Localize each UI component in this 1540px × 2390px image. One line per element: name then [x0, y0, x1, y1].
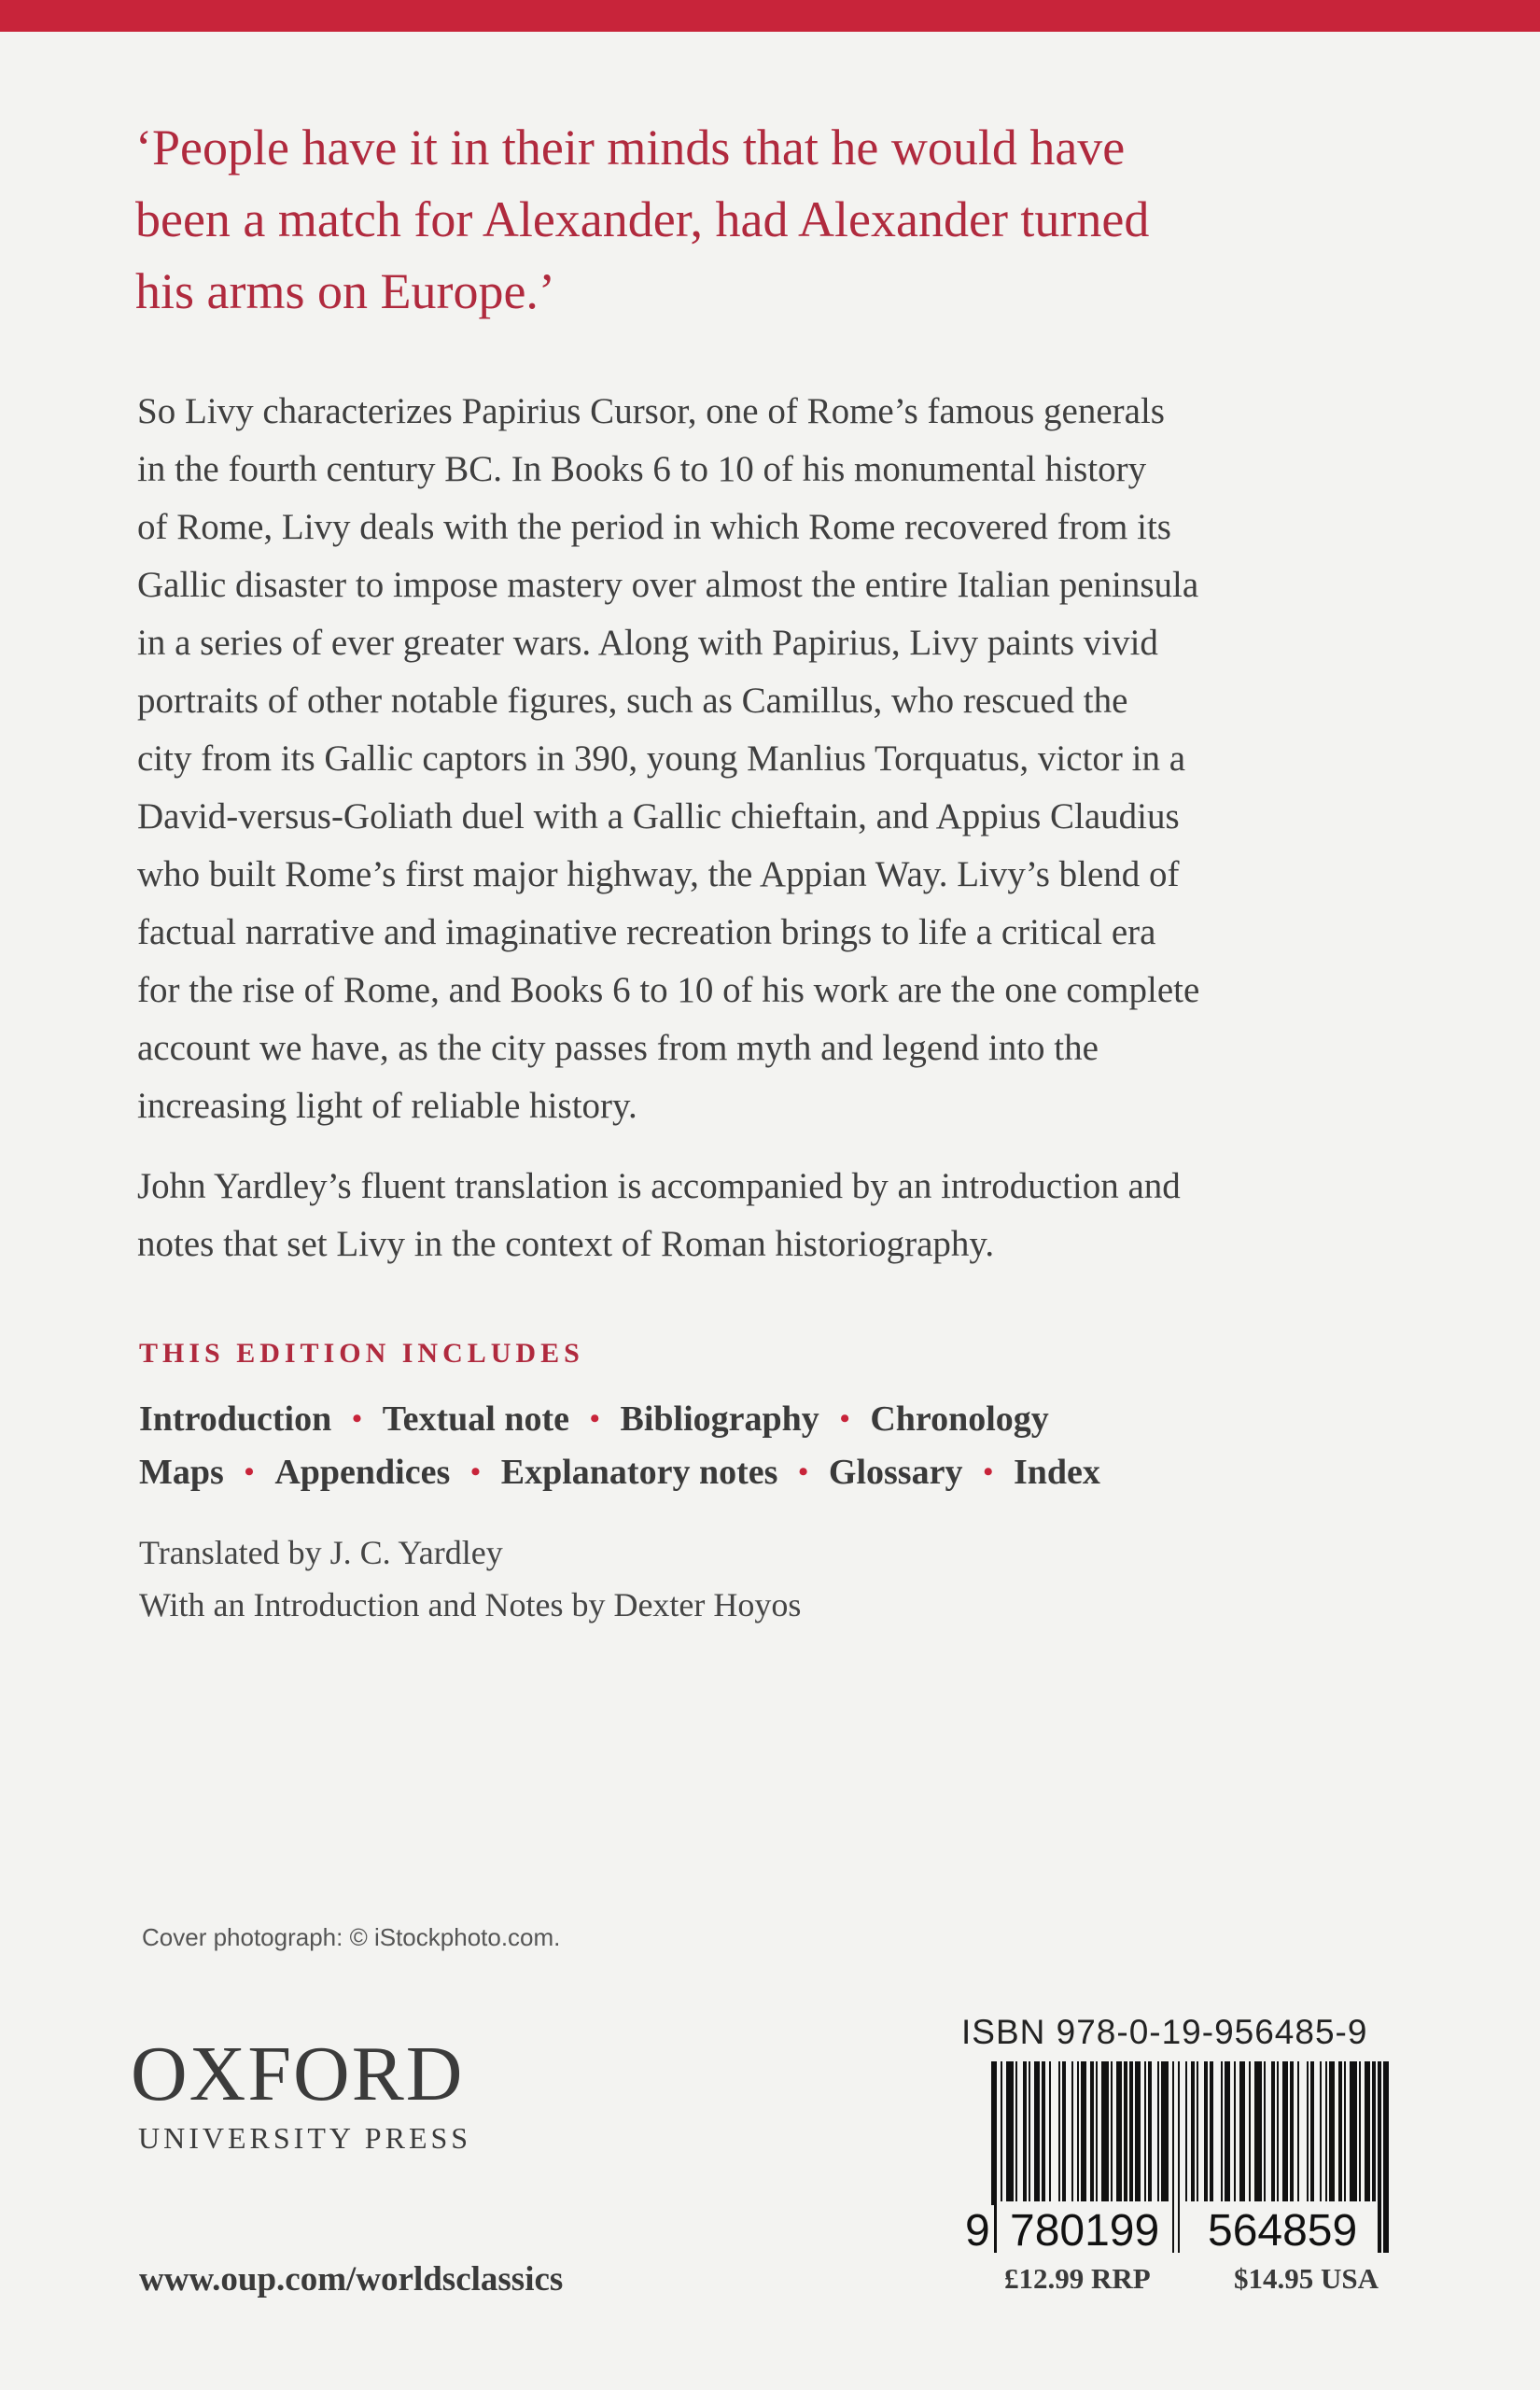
blurb-line: account we have, as the city passes from myth and legend into the: [137, 1028, 1099, 1068]
bullet-separator: •: [590, 1403, 600, 1434]
editor-credit: With an Introduction and Notes by Dexter Hoyos: [139, 1586, 802, 1624]
blurb-line: for the rise of Rome, and Books 6 to 10 of his work are the one complete: [137, 970, 1200, 1010]
barcode-digits: [961, 2205, 1400, 2257]
include-item: Explanatory notes: [500, 1453, 778, 1492]
translation-line: John Yardley’s fluent translation is accompanied by an introduction and: [137, 1166, 1181, 1206]
include-item: Chronology: [870, 1399, 1049, 1439]
bullet-separator: •: [352, 1403, 362, 1434]
quote-line: ‘People have it in their minds that he would have: [135, 120, 1126, 176]
include-item: Appendices: [274, 1453, 451, 1492]
quote-line: his arms on Europe.’: [135, 263, 555, 319]
quote-line: been a match for Alexander, had Alexander turned: [135, 191, 1150, 247]
bullet-separator: •: [983, 1456, 993, 1487]
description-paragraph: [137, 383, 1463, 1135]
bullet-separator: •: [244, 1456, 255, 1487]
include-item: Maps: [139, 1453, 224, 1492]
isbn-label: ISBN 978-0-19-956485-9: [961, 2013, 1368, 2051]
translation-paragraph: [137, 1158, 1463, 1273]
price-us: $14.95 USA: [1234, 2262, 1379, 2295]
price-uk: £12.99 RRP: [1004, 2262, 1151, 2295]
blurb-line: David-versus-Goliath duel with a Gallic chieftain, and Appius Claudius: [137, 796, 1180, 836]
barcode-digit-group2: 564859: [1204, 2205, 1361, 2257]
include-item: Glossary: [828, 1453, 963, 1492]
blurb-line: who built Rome’s first major highway, the Appian Way. Livy’s blend of: [137, 854, 1180, 894]
publisher-url[interactable]: www.oup.com/worldsclassics: [139, 2260, 564, 2299]
bullet-separator: •: [839, 1403, 850, 1434]
blurb-line: in the fourth century BC. In Books 6 to 10 of his monumental history: [137, 449, 1147, 489]
includes-row-2: [139, 1452, 1100, 1493]
blurb-line: city from its Gallic captors in 390, young Manlius Torquatus, victor in a: [137, 738, 1186, 779]
barcode-digit-first: 9: [961, 2205, 994, 2257]
blurb-line: portraits of other notable figures, such as Camillus, who rescued the: [137, 681, 1128, 721]
blurb-line: factual narrative and imaginative recreation brings to life a critical era: [137, 912, 1156, 952]
bullet-separator: •: [798, 1456, 808, 1487]
include-item: Textual note: [382, 1399, 569, 1439]
blurb-line: Gallic disaster to impose mastery over almost the entire Italian peninsula: [137, 565, 1199, 605]
blurb-line: in a series of ever greater wars. Along with Papirius, Livy paints vivid: [137, 623, 1158, 663]
translation-line: notes that set Livy in the context of Roman historiography.: [137, 1224, 995, 1264]
top-color-band: [0, 0, 1540, 32]
barcode-digit-group1: 780199: [1006, 2205, 1163, 2257]
publisher-logo-subtitle: UNIVERSITY PRESS: [138, 2121, 472, 2155]
blurb-line: increasing light of reliable history.: [137, 1086, 637, 1126]
publisher-logo-oxford: OXFORD: [131, 2031, 465, 2117]
bullet-separator: •: [470, 1456, 481, 1487]
pull-quote: [135, 112, 1405, 328]
include-item: Index: [1013, 1453, 1100, 1492]
translator-credit: Translated by J. C. Yardley: [139, 1534, 503, 1571]
include-item: Bibliography: [620, 1399, 819, 1439]
blurb-line: So Livy characterizes Papirius Cursor, one of Rome’s famous generals: [137, 391, 1165, 431]
includes-row-1: [139, 1399, 1049, 1440]
include-item: Introduction: [139, 1399, 332, 1439]
photo-credit: Cover photograph: © iStockphoto.com.: [142, 1923, 561, 1951]
edition-includes-heading: THIS EDITION INCLUDES: [139, 1338, 584, 1369]
blurb-line: of Rome, Livy deals with the period in which Rome recovered from its: [137, 507, 1171, 547]
